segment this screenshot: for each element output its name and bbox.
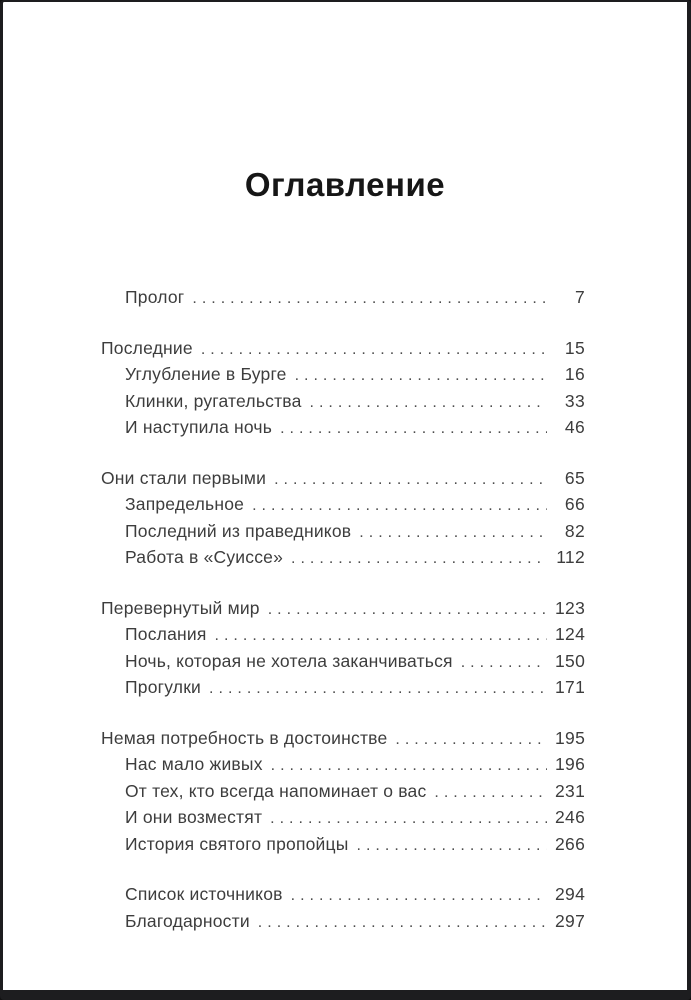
toc-entry-page-number: 7 [574,287,585,307]
toc-entry [101,778,585,805]
table-of-contents [101,284,585,934]
toc-entry-page-number: 65 [564,467,585,488]
toc-entry-page-number: 66 [564,494,585,514]
dot-leader [268,597,547,624]
dot-leader [192,286,547,313]
toc-group [101,595,585,701]
toc-entry-label: Пролог [125,287,185,307]
dot-leader [274,467,547,494]
toc-entry-label: Запредельное [125,494,245,514]
toc-entry-label: Ночь, которая не хотела заканчиваться [125,650,453,671]
dot-leader [310,390,547,417]
toc-group [101,284,585,311]
toc-entry-page-number: 33 [564,390,585,411]
dot-leader [252,493,547,520]
toc-entry [101,491,585,518]
toc-entry-page-number: 124 [555,624,586,644]
toc-entry-label: Благодарности [125,910,250,931]
toc-entry-label: Работа в «Суиссе» [125,547,284,567]
dot-leader [280,416,547,443]
toc-entry [101,674,585,701]
toc-entry-label: Нас мало живых [125,754,263,774]
toc-entry-page-number: 246 [555,807,586,827]
toc-entry-page-number: 297 [555,910,586,931]
toc-entry-page-number: 16 [564,364,585,384]
toc-entry [101,361,585,388]
dot-leader [201,337,547,364]
dot-leader [271,753,547,780]
dot-leader [357,833,547,860]
toc-entry [101,648,585,675]
toc-entry [101,881,585,908]
dot-leader [461,650,547,677]
toc-group [101,881,585,934]
toc-entry [101,465,585,492]
toc-entry-label: Послания [125,624,207,644]
toc-group [101,335,585,441]
toc-entry-label: Они стали первыми [101,467,267,488]
toc-entry-label: От тех, кто всегда напоминает о вас [125,780,427,801]
toc-entry [101,518,585,545]
dot-leader [295,363,547,390]
toc-entry-page-number: 196 [555,754,586,774]
toc-entry-page-number: 15 [564,337,585,358]
toc-group [101,465,585,571]
toc-entry-page-number: 46 [564,417,585,437]
dot-leader [395,727,547,754]
toc-entry [101,388,585,415]
toc-entry-label: Клинки, ругательства [125,390,302,411]
toc-entry-label: Последний из праведников [125,520,352,541]
toc-entry [101,725,585,752]
dot-leader [291,546,547,573]
dot-leader [291,883,547,910]
toc-entry [101,544,585,571]
toc-entry-page-number: 294 [555,884,586,904]
toc-entry [101,414,585,441]
toc-entry [101,804,585,831]
toc-entry-page-number: 195 [555,727,586,748]
dot-leader [209,676,547,703]
dot-leader [359,520,547,547]
toc-entry [101,831,585,858]
toc-entry-label: Последние [101,337,193,358]
toc-entry-label: История святого пропойцы [125,833,349,854]
toc-entry-page-number: 82 [564,520,585,541]
toc-entry-label: Углубление в Бурге [125,364,287,384]
toc-entry-label: И наступила ночь [125,417,273,437]
toc-entry [101,284,585,311]
page-title: Оглавление [244,166,446,203]
dot-leader [215,623,547,650]
toc-entry [101,335,585,362]
toc-entry [101,621,585,648]
dot-leader [270,806,547,833]
toc-entry-page-number: 112 [556,547,585,567]
toc-entry-page-number: 231 [555,780,586,801]
toc-entry-label: Перевернутый мир [101,597,260,618]
toc-entry-page-number: 171 [555,677,586,697]
toc-entry-page-number: 266 [555,833,586,854]
toc-entry-page-number: 150 [555,650,586,671]
dot-leader [434,780,547,807]
toc-entry-page-number: 123 [555,597,586,618]
toc-entry-label: Немая потребность в достоинстве [101,727,388,748]
toc-entry-label: И они возместят [125,807,263,827]
toc-entry-label: Список источников [125,884,283,904]
dot-leader [258,910,547,937]
toc-group [101,725,585,858]
toc-entry [101,908,585,935]
toc-entry [101,751,585,778]
toc-entry [101,595,585,622]
toc-entry-label: Прогулки [125,677,202,697]
